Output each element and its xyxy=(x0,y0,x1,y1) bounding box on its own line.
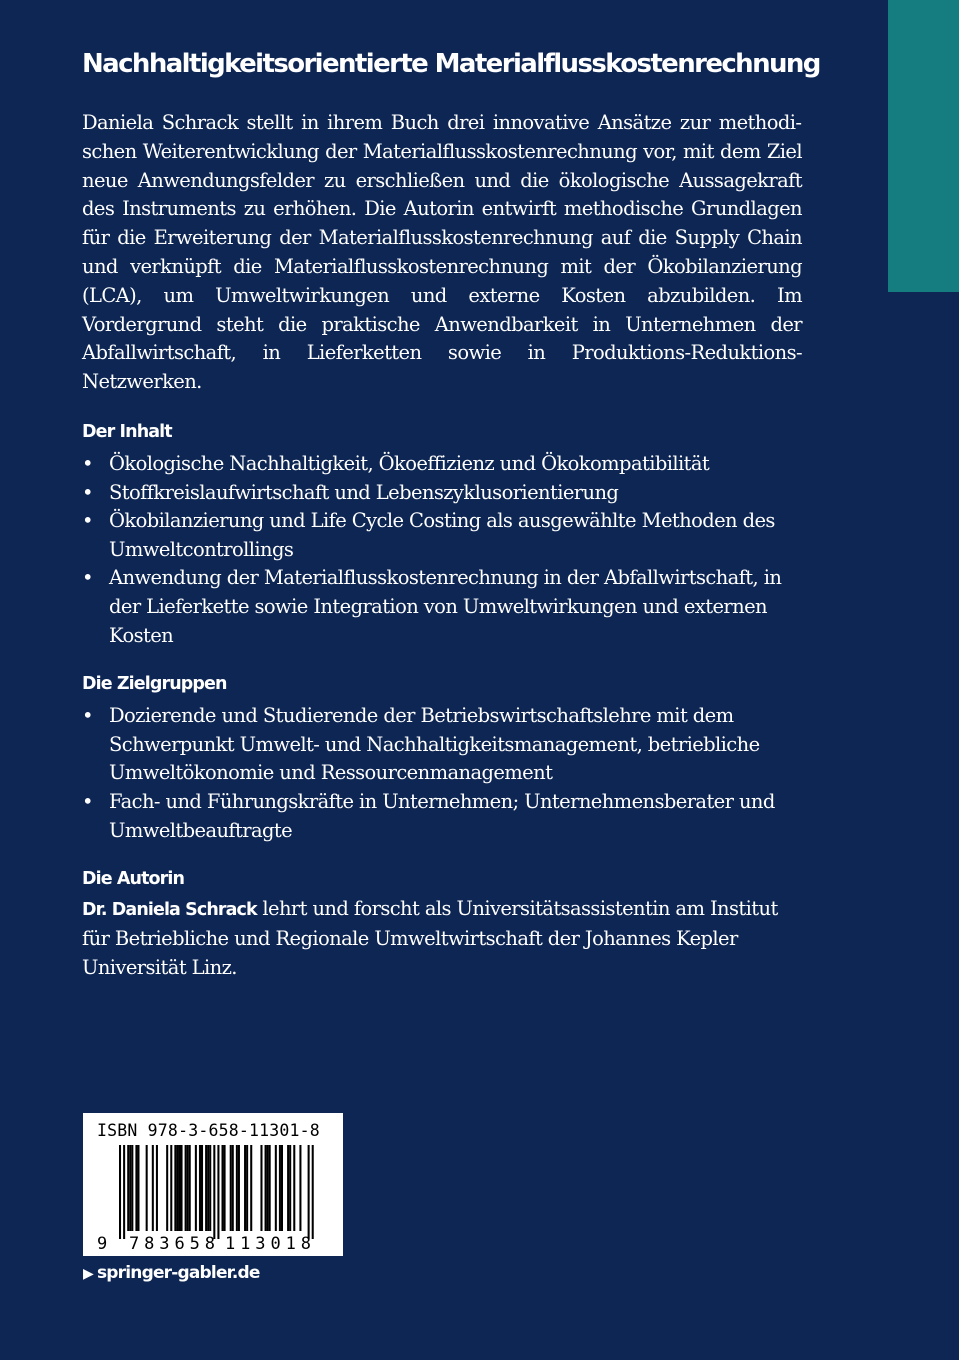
isbn-barcode xyxy=(83,1113,343,1256)
barcode-bar xyxy=(146,1145,148,1231)
barcode-digits-right: 113018 xyxy=(225,1234,311,1254)
back-cover-content xyxy=(82,40,820,982)
barcode-bar xyxy=(250,1145,252,1231)
barcode-bar xyxy=(205,1145,207,1231)
barcode-bar xyxy=(156,1145,158,1231)
isbn-label: ISBN 978-3-658-11301-8 xyxy=(97,1121,320,1140)
list-item-text: Ökologische Nachhaltigkeit, Ökoeffizienz und Ökokompatibilität xyxy=(109,451,710,475)
website-text: springer-gabler.de xyxy=(96,1263,260,1283)
barcode-bar xyxy=(123,1145,125,1239)
heading-inhalt: Der Inhalt xyxy=(82,421,172,442)
barcode-bar xyxy=(127,1145,129,1231)
barcode-bar xyxy=(265,1145,267,1231)
bullet-icon: • xyxy=(82,509,93,533)
author-bio-text: lehrt und forscht als Universitätsassistentin am Institut für Betriebliche und Regionale Umweltwirtschaft der Johannes Kepler Universität Linz. xyxy=(82,897,778,979)
barcode-bar xyxy=(170,1145,172,1231)
list-item xyxy=(82,479,802,508)
barcode-bar xyxy=(213,1145,215,1239)
barcode-bar xyxy=(267,1145,269,1231)
list-item xyxy=(82,564,802,650)
play-arrow-icon: ▶ xyxy=(83,1266,93,1282)
barcode-bar xyxy=(224,1145,226,1231)
barcode-bar xyxy=(260,1145,262,1231)
barcode-bar xyxy=(152,1145,154,1231)
barcode-bar xyxy=(187,1145,189,1231)
book-title: Nachhaltigkeitsorientierte Materialflusskostenrechnung xyxy=(82,49,820,79)
barcode-bar xyxy=(275,1145,277,1231)
bullet-icon: • xyxy=(82,480,93,504)
list-item-text: Anwendung der Materialflusskostenrechnung in der Abfallwirtschaft, in der Lieferkette sowie Integration von Umweltwirkungen und externen Kosten xyxy=(109,566,782,647)
inhalt-list xyxy=(82,450,802,650)
barcode-bar xyxy=(189,1145,191,1231)
barcode-bar xyxy=(207,1145,209,1231)
barcode-bar xyxy=(199,1145,201,1231)
barcode-bar xyxy=(217,1145,219,1239)
barcode-bar xyxy=(201,1145,203,1231)
list-item-text: Dozierende und Studierende der Betriebswirtschaftslehre mit dem Schwerpunkt Umwelt- und Nachhaltigkeitsmanagement, betriebliche Umweltökonomie und Ressourcenmanagement xyxy=(109,704,760,785)
list-item xyxy=(82,702,802,788)
barcode-bar xyxy=(222,1145,224,1231)
list-item xyxy=(82,788,802,845)
barcode-bar xyxy=(281,1145,283,1231)
barcode-bar xyxy=(185,1145,187,1231)
bullet-icon: • xyxy=(82,789,93,813)
bullet-icon: • xyxy=(82,704,93,728)
barcode-bar xyxy=(293,1145,295,1231)
list-item-text: Ökobilanzierung und Life Cycle Costing als ausgewählte Methoden des Umweltcontrollings xyxy=(109,509,775,561)
intro-paragraph: Daniela Schrack stellt in ihrem Buch drei innovative Ansätze zur methodischen Weiterentwicklung der Materialflusskostenrechnung vor, mit dem Ziel neue Anwendungsfelder zu erschließen und die ökologische Aussagekraft des Instruments zu erhöhen. Die Autorin entwirft methodische Grundlagen für die Erweiterung der Materialflusskostenrechnung auf die Supply Chain und verknüpft die Materialflusskostenrechnung mit der Ökobilanzierung (LCA), um Umweltwirkungen und externe Kosten abzubilden. Im Vordergrund steht die praktische Anwendbarkeit in Unternehmen der Abfallwirtschaft, in Lieferketten sowie in Produktions-Reduktions-Netzwerken. xyxy=(82,111,802,394)
author-name: Dr. Daniela Schrack xyxy=(82,900,257,921)
barcode-bar xyxy=(178,1145,180,1231)
barcode-bar xyxy=(299,1145,301,1231)
barcode-bar xyxy=(232,1145,234,1231)
barcode-bar xyxy=(289,1145,291,1231)
barcode-bar xyxy=(129,1145,131,1231)
zielgruppen-list xyxy=(82,702,802,845)
list-item xyxy=(82,507,802,564)
barcode-bar xyxy=(244,1145,246,1231)
barcode-digit-first: 9 xyxy=(97,1234,108,1254)
barcode-bar xyxy=(209,1145,211,1231)
heading-zielgruppen: Die Zielgruppen xyxy=(82,674,227,695)
heading-autorin: Die Autorin xyxy=(82,869,185,890)
publisher-website xyxy=(83,1263,260,1283)
author-bio xyxy=(82,895,802,982)
list-item-text: Fach- und Führungskräfte in Unternehmen; Unternehmensberater und Umweltbeauftragte xyxy=(109,789,775,842)
bullet-icon: • xyxy=(82,566,93,590)
barcode-bar xyxy=(246,1145,248,1231)
barcode-bar xyxy=(174,1145,176,1231)
accent-strip xyxy=(888,0,959,292)
barcode-digits-left: 783658 xyxy=(129,1234,215,1254)
barcode-bar xyxy=(279,1145,281,1231)
barcode-bar xyxy=(287,1145,289,1231)
barcode-bar xyxy=(119,1145,121,1239)
barcode-bar xyxy=(308,1145,310,1239)
barcode-bar xyxy=(135,1145,137,1231)
barcode-bar xyxy=(269,1145,271,1231)
barcode-bar xyxy=(230,1145,232,1231)
barcode-bar xyxy=(236,1145,238,1231)
barcode-bar xyxy=(176,1145,178,1231)
barcode-bar xyxy=(181,1145,183,1231)
barcode-bar xyxy=(238,1145,240,1231)
bullet-icon: • xyxy=(82,451,93,475)
barcode-bar xyxy=(166,1145,168,1231)
barcode-bar xyxy=(137,1145,139,1231)
barcode-bar xyxy=(195,1145,197,1231)
barcode-bar xyxy=(312,1145,314,1239)
barcode-bar xyxy=(131,1145,133,1231)
list-item-text: Stoffkreislaufwirtschaft und Lebenszyklusorientierung xyxy=(109,480,619,504)
list-item xyxy=(82,450,802,479)
